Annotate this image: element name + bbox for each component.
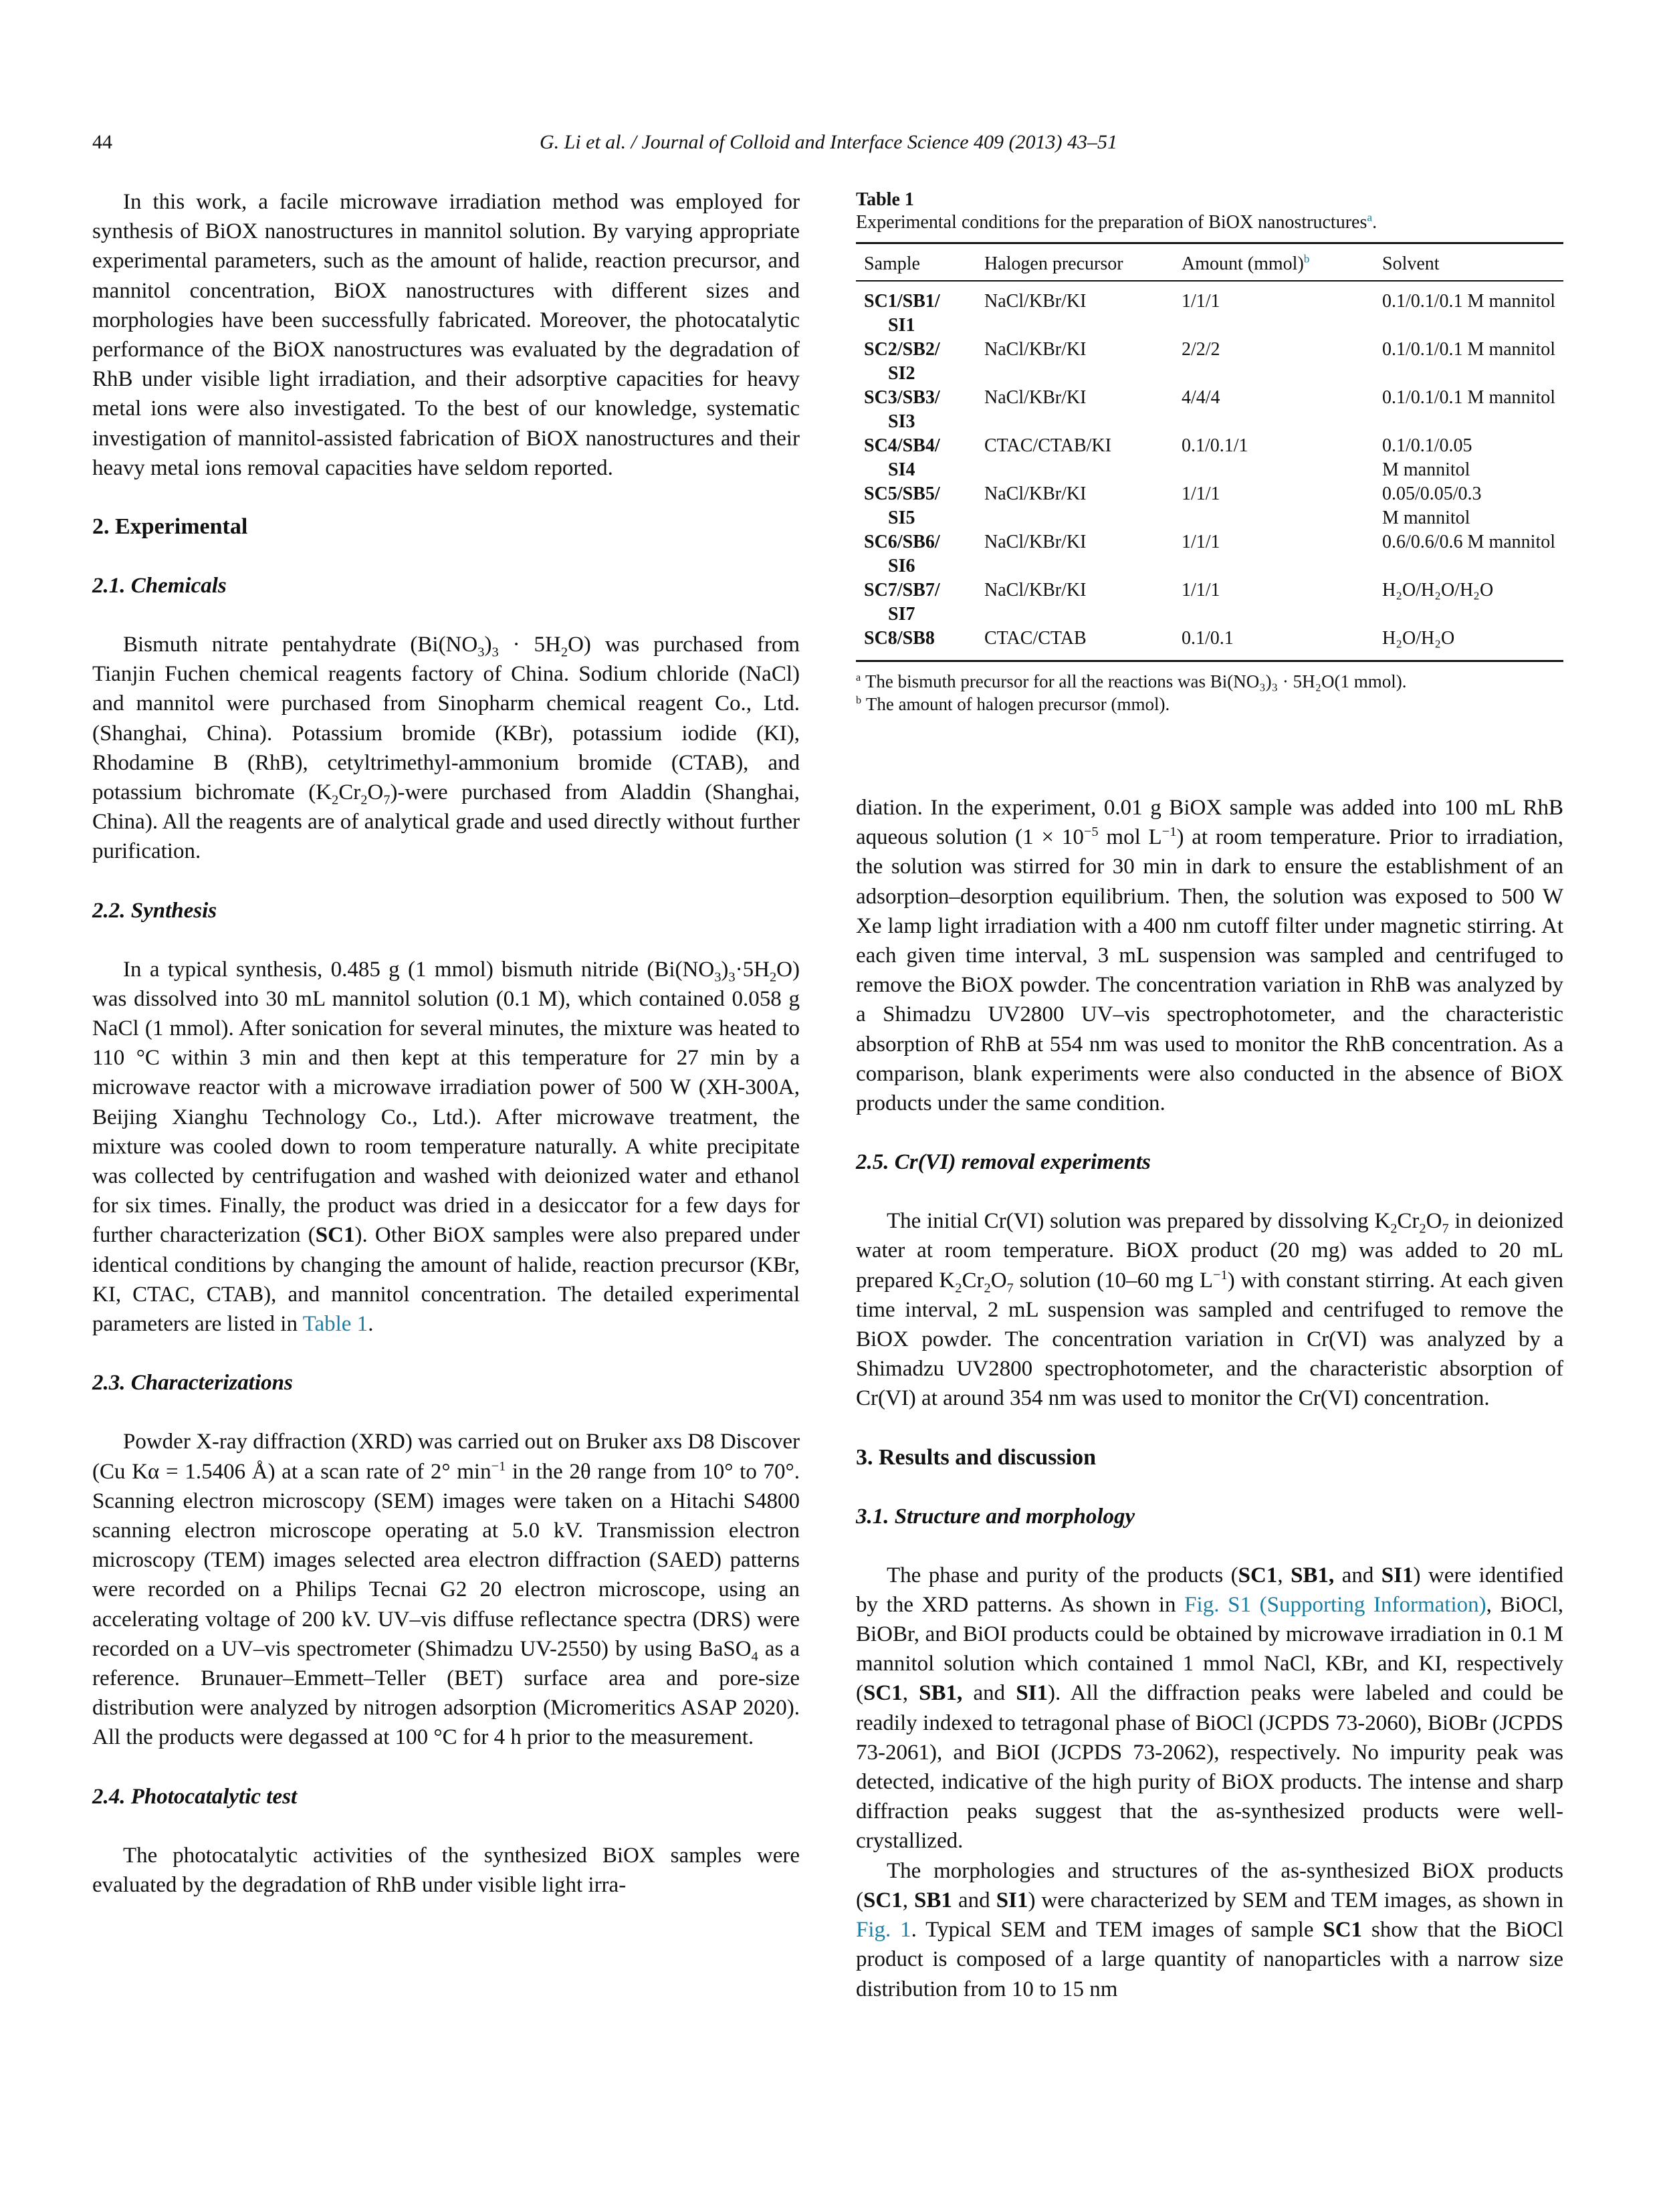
table-row: SC7/SB7/ SI7 NaCl/KBr/KI 1/1/1 H₂O/H₂O/H₂O [864,580,1494,625]
table-row: SC6/SB6/ SI6 NaCl/KBr/KI 1/1/1 0.6/0.6/0.6 M mannitol [864,532,1555,576]
footnote-a: $^a$ The bismuth precursor for all the reactions was Bi(NO₃)₃ · 5H₂O(1 mmol). [856,671,1407,691]
subsection-heading-chemicals: 2.1. Chemicals [92,574,227,598]
fig1-link[interactable]: Fig. 1 [856,1918,911,1943]
footnote-a-ref[interactable]: a [1367,211,1373,224]
subsection-heading-synthesis: 2.2. Synthesis [92,898,217,923]
table-header-row [856,243,1563,282]
subsection-heading-structure-morphology: 3.1. Structure and morphology [856,1504,1135,1529]
chemicals-paragraph: Bismuth nitrate pentahydrate $(Bi(NO_3)_3 \cdot 5H_2O)$ was purchased from Tianjin Fuchen chemical reagents factory of China. Sodium chloride (NaCl) and mannitol were purchased from Sinopharm chemical reagent Co., Ltd. (Shanghai, China). Potassium bromide (KBr), potassium iodide (KI), Rhodamine B (RhB), cetyltrimethyl-ammonium bromide (CTAB), and potassium bichromate $(K_2Cr_2O_7)$-were purchased from Aladdin (Shanghai, China). All the reagents are of analytical grade and used directly without further purification. [92,633,800,864]
table-row: SC8/SB8 CTAC/CTAB 0.1/0.1 H₂O/H₂O [864,628,1455,649]
section-heading-results: 3. Results and discussion [856,1444,1097,1470]
photocatalytic-paragraph-start: The photocatalytic activities of the synthesized BiOX samples were evaluated by the degradation of RhB under visible light irra- [92,1843,800,1897]
results-paragraph-1: The phase and purity of the products (SC1, SB1, and SI1) were identified by the XRD patterns. As shown in Fig. S1 (Supporting Information), BiOCl, BiOBr, and BiOI products could be obtained by microwave irradiation in 0.1 M mannitol solution which contained 1 mmol NaCl, KBr, and KI, respectively (SC1, SB1, and SI1). All the diffraction peaks were labeled and could be readily indexed to tetragonal phase of BiOCl (JCPDS 73-2060), BiOBr (JCPDS 73-2061), and BiOI (JCPDS 73-2062), respectively. No impurity peak was detected, indicative of the high purity of BiOX products. The intense and sharp diffraction peaks suggest that the as-synthesized products were well-crystallized. [856,1563,1564,1854]
crvi-paragraph: The initial Cr(VI) solution was prepared by dissolving $K_2Cr_2O_7$ in deionized water at room temperature. BiOX product (20 mg) was added to 20 mL prepared $K_2Cr_2O_7$ solution (10–60 mg $L^{-1}$) with constant stirring. At each given time interval, 2 mL suspension was sampled and centrifuged to remove the BiOX powder. The concentration variation in Cr(VI) was analyzed by a Shimadzu UV2800 spectrophotometer, and the characteristic absorption of Cr(VI) at around 354 nm was used to monitor the Cr(VI) concentration. [856,1209,1564,1411]
table-row: SC3/SB3/ SI3 NaCl/KBr/KI 4/4/4 0.1/0.1/0.1 M mannitol [864,387,1555,432]
subsection-heading-photocatalytic-test: 2.4. Photocatalytic test [92,1784,298,1809]
table-footnotes [856,670,1563,715]
table-row: SC4/SB4/ SI4 CTAC/CTAB/KI 0.1/0.1/1 0.1/0.1/0.05 M mannitol [864,435,1472,480]
table1-link[interactable]: Table 1 [302,1312,368,1337]
subsection-heading-characterizations: 2.3. Characterizations [92,1371,293,1396]
results-paragraph-2: The morphologies and structures of the as-synthesized BiOX products (SC1, SB1 and SI1) were characterized by SEM and TEM images, as shown in Fig. 1. Typical SEM and TEM images of sample SC1 show that the BiOCl product is composed of a large quantity of nanoparticles with a narrow size distribution from 10 to 15 nm [856,1858,1563,2001]
journal-reference: G. Li et al. / Journal of Colloid and Interface Science 409 (2013) 43–51 [539,131,1118,153]
table-row: SC2/SB2/ SI2 NaCl/KBr/KI 2/2/2 0.1/0.1/0.1 M mannitol [864,339,1555,384]
characterizations-paragraph: Powder X-ray diffraction (XRD) was carried out on Bruker axs D8 Discover (Cu Kα = 1.5406 Å) at a scan rate of 2° $\min^{-1}$ in the 2θ range from 10° to 70°. Scanning electron microscopy (SEM) images were taken on a Hitachi S4800 scanning electron microscope operating at 5.0 kV. Transmission electron microscopy (TEM) images selected area electron diffraction (SAED) patterns were recorded on a Philips Tecnai G2 20 electron microscope, using an accelerating voltage of 200 kV. UV–vis diffuse reflectance spectra (DRS) were recorded on a UV–vis spectrometer (Shimadzu UV-2550) by using BaSO$_4$ as a reference. Brunauer–Emmett–Teller (BET) surface area and pore-size distribution were analyzed by nitrogen adsorption (Micromeritics ASAP 2020). All the products were degassed at 100 °C for 4 h prior to the measurement. [92,1430,800,1750]
footnote-b: $^b$ The amount of halogen precursor (mmol). [856,694,1170,714]
intro-paragraph: In this work, a facile microwave irradiation method was employed for synthesis of BiOX nanostructures in mannitol solution. By varying appropriate experimental parameters, such as the amount of halide, reaction precursor, and mannitol concentration, BiOX nanostructures with different sizes and morphologies have been successfully fabricated. Moreover, the photocatalytic performance of the BiOX nanostructures was evaluated by the degradation of RhB under visible light irradiation, and their adsorptive capacities for heavy metal ions were also investigated. To the best of our knowledge, systematic investigation of mannitol-assisted fabrication of BiOX nanostructures and their heavy metal ions removal capacities have seldom reported. [92,190,800,480]
photocatalytic-paragraph-cont: diation. In the experiment, 0.01 g BiOX sample was added into 100 mL RhB aqueous solution ($1 \times 10^{-5}$ mol $L^{-1}$) at room temperature. Prior to irradiation, the solution was stirred for 30 min in dark to ensure the establishment of an adsorption–desorption equilibrium. Then, the solution was exposed to 500 W Xe lamp light irradiation with a 400 nm cutoff filter under magnetic stirring. At each given time interval, 3 mL suspension was sampled and centrifuged to remove the BiOX powder. The concentration variation in RhB was analyzed by a Shimadzu UV2800 UV–vis spectrophotometer, and the characteristic absorption of RhB at 554 nm was used to monitor the RhB concentration. As a comparison, blank experiments were also conducted in the absence of BiOX products under the same condition. [856,796,1563,1116]
table-label: Table 1 [856,189,914,210]
column-header-solvent: Solvent [1382,253,1440,274]
page-number: 44 [92,131,112,153]
section-heading-experimental: 2. Experimental [92,514,248,540]
footnote-b-ref[interactable]: b [1303,252,1310,265]
running-header [92,131,1565,158]
subsection-heading-crvi-removal: 2.5. Cr(VI) removal experiments [856,1150,1151,1175]
experimental-conditions-table [856,242,1563,662]
synthesis-paragraph: In a typical synthesis, 0.485 g (1 mmol) bismuth nitride $(Bi(NO_3)_3\cdot 5H_2O)$ was dissolved into 30 mL mannitol solution (0.1 M), which contained 0.058 g NaCl (1 mmol). After sonication for several minutes, the mixture was heated to 110 °C within 3 min and then kept at this temperature for 27 min by a microwave reactor with a microwave irradiation power of 500 W (XH-300A, Beijing Xianghu Technology Co., Ltd.). After microwave treatment, the mixture was cooled down to room temperature naturally. A white precipitate was collected by centrifugation and washed with deionized water and ethanol for six times. Finally, the product was dried in a desiccator for a few days for further characterization (SC1). Other BiOX samples were also prepared under identical conditions by changing the amount of halide, reaction precursor (KBr, KI, CTAC, CTAB), and mannitol concentration. The detailed experimental parameters are listed in Table 1. [92,957,800,1337]
column-header-amount: Amount (mmol)$^b$ [1182,252,1310,274]
column-header-halogen: Halogen precursor [984,253,1123,274]
table-caption: Experimental conditions for the preparation of BiOX nanostructures$^a$. [856,211,1377,233]
left-column [92,187,800,1900]
fig-s1-link[interactable]: Fig. S1 (Supporting Information) [1184,1592,1486,1617]
table1-block [856,189,1563,715]
column-header-sample: Sample [864,253,920,274]
table-row: SC5/SB5/ SI5 NaCl/KBr/KI 1/1/1 0.05/0.05/0.3 M mannitol [864,483,1482,528]
right-column [856,793,1563,2004]
table-row: SC1/SB1/ SI1 NaCl/KBr/KI 1/1/1 0.1/0.1/0.1 M mannitol [864,291,1555,336]
